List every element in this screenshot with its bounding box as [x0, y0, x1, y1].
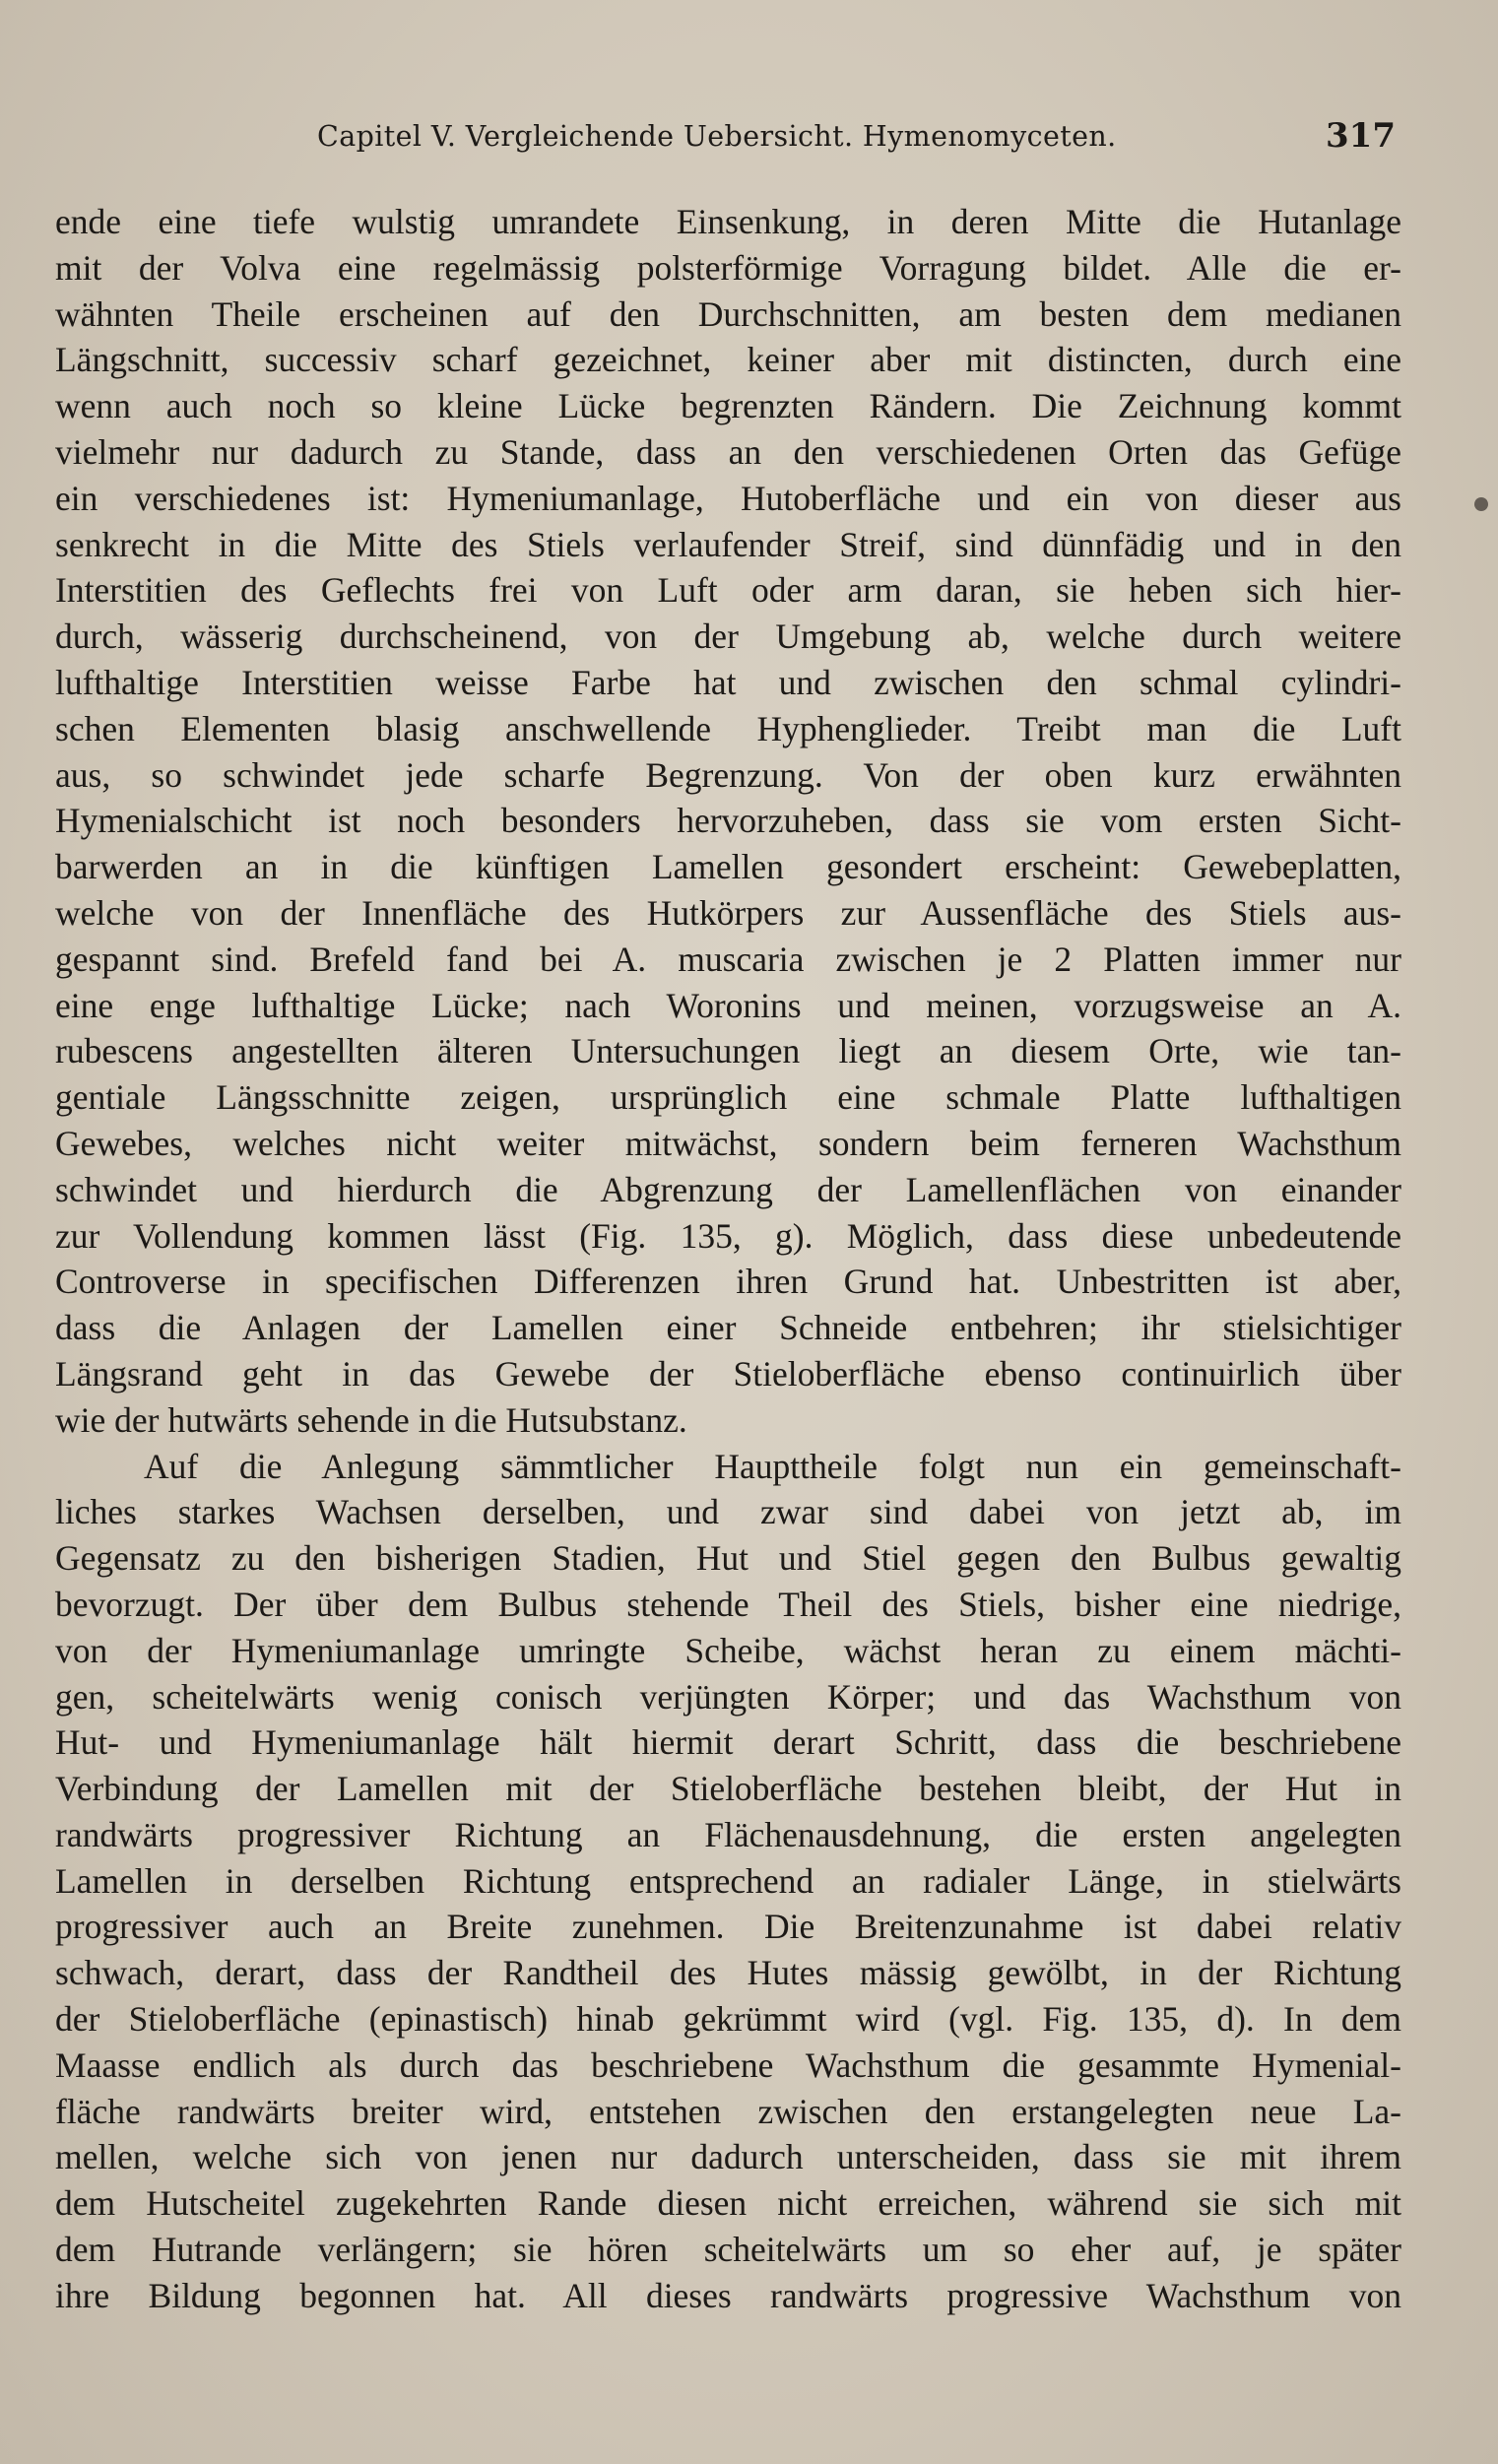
- text-line: wenn auch noch so kleine Lücke begrenzten Rändern. Die Zeichnung kommt: [55, 386, 1401, 426]
- text-line: ihre Bildung begonnen hat. All dieses randwärts progressive Wachsthum von: [55, 2275, 1401, 2315]
- text-line: lufthaltige Interstitien weisse Farbe hat und zwischen den schmal cylindri-: [55, 662, 1401, 702]
- text-line: gespannt sind. Brefeld fand bei A. muscaria zwischen je 2 Platten immer nur: [55, 939, 1401, 979]
- text-line: aus, so schwindet jede scharfe Begrenzung. Von der oben kurz erwähnten: [55, 754, 1401, 795]
- text-line: dass die Anlagen der Lamellen einer Schneide entbehren; ihr stielsichtiger: [55, 1308, 1401, 1348]
- text-line: von der Hymeniumanlage umringte Scheibe, wächst heran zu einem mächti-: [55, 1630, 1401, 1670]
- text-line: gentiale Längsschnitte zeigen, ursprünglich eine schmale Platte lufthaltigen: [55, 1077, 1401, 1118]
- text-line: gen, scheitelwärts wenig conisch verjüngten Körper; und das Wachsthum von: [55, 1676, 1401, 1717]
- paragraph-start-line: Auf die Anlegung sämmtlicher Haupttheile folgt nun ein gemeinschaft-: [144, 1446, 1401, 1486]
- text-line: bevorzugt. Der über dem Bulbus stehende Theil des Stiels, bisher eine niedrige,: [55, 1584, 1401, 1624]
- text-line: Hymenialschicht ist noch besonders hervorzuheben, dass sie vom ersten Sicht-: [55, 801, 1401, 841]
- body-text: [55, 199, 1401, 2365]
- text-line: dem Hutscheitel zugekehrten Rande diesen nicht erreichen, während sie sich mit: [55, 2183, 1401, 2224]
- text-line: Lamellen in derselben Richtung entsprechend an radialer Länge, in stielwärts: [55, 1860, 1401, 1901]
- text-line: wähnten Theile erscheinen auf den Durchschnitten, am besten dem medianen: [55, 293, 1401, 334]
- text-line: Verbindung der Lamellen mit der Stieloberfläche bestehen bleibt, der Hut in: [55, 1769, 1401, 1809]
- text-line: Interstitien des Geflechts frei von Luft oder arm daran, sie heben sich hier-: [55, 570, 1401, 611]
- text-line: mit der Volva eine regelmässig polsterförmige Vorragung bildet. Alle die er-: [55, 247, 1401, 288]
- text-line: progressiver auch an Breite zunehmen. Die Breitenzunahme ist dabei relativ: [55, 1907, 1401, 1947]
- page-number: 317: [1326, 116, 1396, 156]
- text-line: schwach, derart, dass der Randtheil des Hutes mässig gewölbt, in der Richtung: [55, 1953, 1401, 1993]
- text-line: ein verschiedenes ist: Hymeniumanlage, Hutoberfläche und ein von dieser aus: [55, 478, 1401, 518]
- text-line: der Stieloberfläche (epinastisch) hinab gekrümmt wird (vgl. Fig. 135, d). In dem: [55, 1999, 1401, 2040]
- text-line: liches starkes Wachsen derselben, und zwar sind dabei von jetzt ab, im: [55, 1492, 1401, 1532]
- text-line: Längschnitt, successiv scharf gezeichnet, keiner aber mit distincten, durch eine: [55, 340, 1401, 380]
- text-line: barwerden an in die künftigen Lamellen gesondert erscheint: Gewebeplatten,: [55, 847, 1401, 887]
- text-line: zur Vollendung kommen lässt (Fig. 135, g). Möglich, dass diese unbedeutende: [55, 1215, 1401, 1256]
- text-line: Hut- und Hymeniumanlage hält hiermit derart Schritt, dass die beschriebene: [55, 1722, 1401, 1763]
- text-line: ende eine tiefe wulstig umrandete Einsenkung, in deren Mitte die Hutanlage: [55, 202, 1401, 241]
- text-line: durch, wässerig durchscheinend, von der Umgebung ab, welche durch weitere: [55, 616, 1401, 657]
- ink-smudge: [1474, 497, 1488, 511]
- text-line: dem Hutrande verlängern; sie hören scheitelwärts um so eher auf, je später: [55, 2230, 1401, 2270]
- text-line: welche von der Innenfläche des Hutkörpers zur Aussenfläche des Stiels aus-: [55, 892, 1401, 933]
- text-line: Controverse in specifischen Differenzen ihren Grund hat. Unbestritten ist aber,: [55, 1262, 1401, 1302]
- text-line: Längsrand geht in das Gewebe der Stieloberfläche ebenso continuirlich über: [55, 1353, 1401, 1394]
- text-line: Gewebes, welches nicht weiter mitwächst, sondern beim ferneren Wachsthum: [55, 1123, 1401, 1163]
- text-line: randwärts progressiver Richtung an Flächenausdehnung, die ersten angelegten: [55, 1814, 1401, 1854]
- text-line: senkrecht in die Mitte des Stiels verlaufender Streif, sind dünnfädig und in den: [55, 524, 1401, 564]
- text-line: eine enge lufthaltige Lücke; nach Woronins und meinen, vorzugsweise an A.: [55, 985, 1401, 1025]
- text-line: vielmehr nur dadurch zu Stande, dass an den verschiedenen Orten das Gefüge: [55, 431, 1401, 472]
- text-line: rubescens angestellten älteren Untersuchungen liegt an diesem Orte, wie tan-: [55, 1031, 1401, 1071]
- page-header: [317, 116, 1403, 160]
- text-line: Maasse endlich als durch das beschriebene Wachsthum die gesammte Hymenial-: [55, 2044, 1401, 2085]
- text-line: fläche randwärts breiter wird, entstehen zwischen den erstangelegten neue La-: [55, 2091, 1401, 2131]
- text-line: Gegensatz zu den bisherigen Stadien, Hut und Stiel gegen den Bulbus gewaltig: [55, 1538, 1401, 1579]
- text-line: [55, 2319, 1401, 2366]
- paragraph-end-line: wie der hutwärts sehende in die Hutsubstanz.: [55, 1399, 687, 1440]
- text-line: mellen, welche sich von jenen nur dadurch unterscheiden, dass sie mit ihrem: [55, 2137, 1401, 2177]
- running-head: Capitel V. Vergleichende Uebersicht. Hymenomyceten.: [317, 120, 1117, 153]
- text-line: schwindet und hierdurch die Abgrenzung der Lamellenflächen von einander: [55, 1169, 1401, 1209]
- text-line: schen Elementen blasig anschwellende Hyphenglieder. Treibt man die Luft: [55, 708, 1401, 748]
